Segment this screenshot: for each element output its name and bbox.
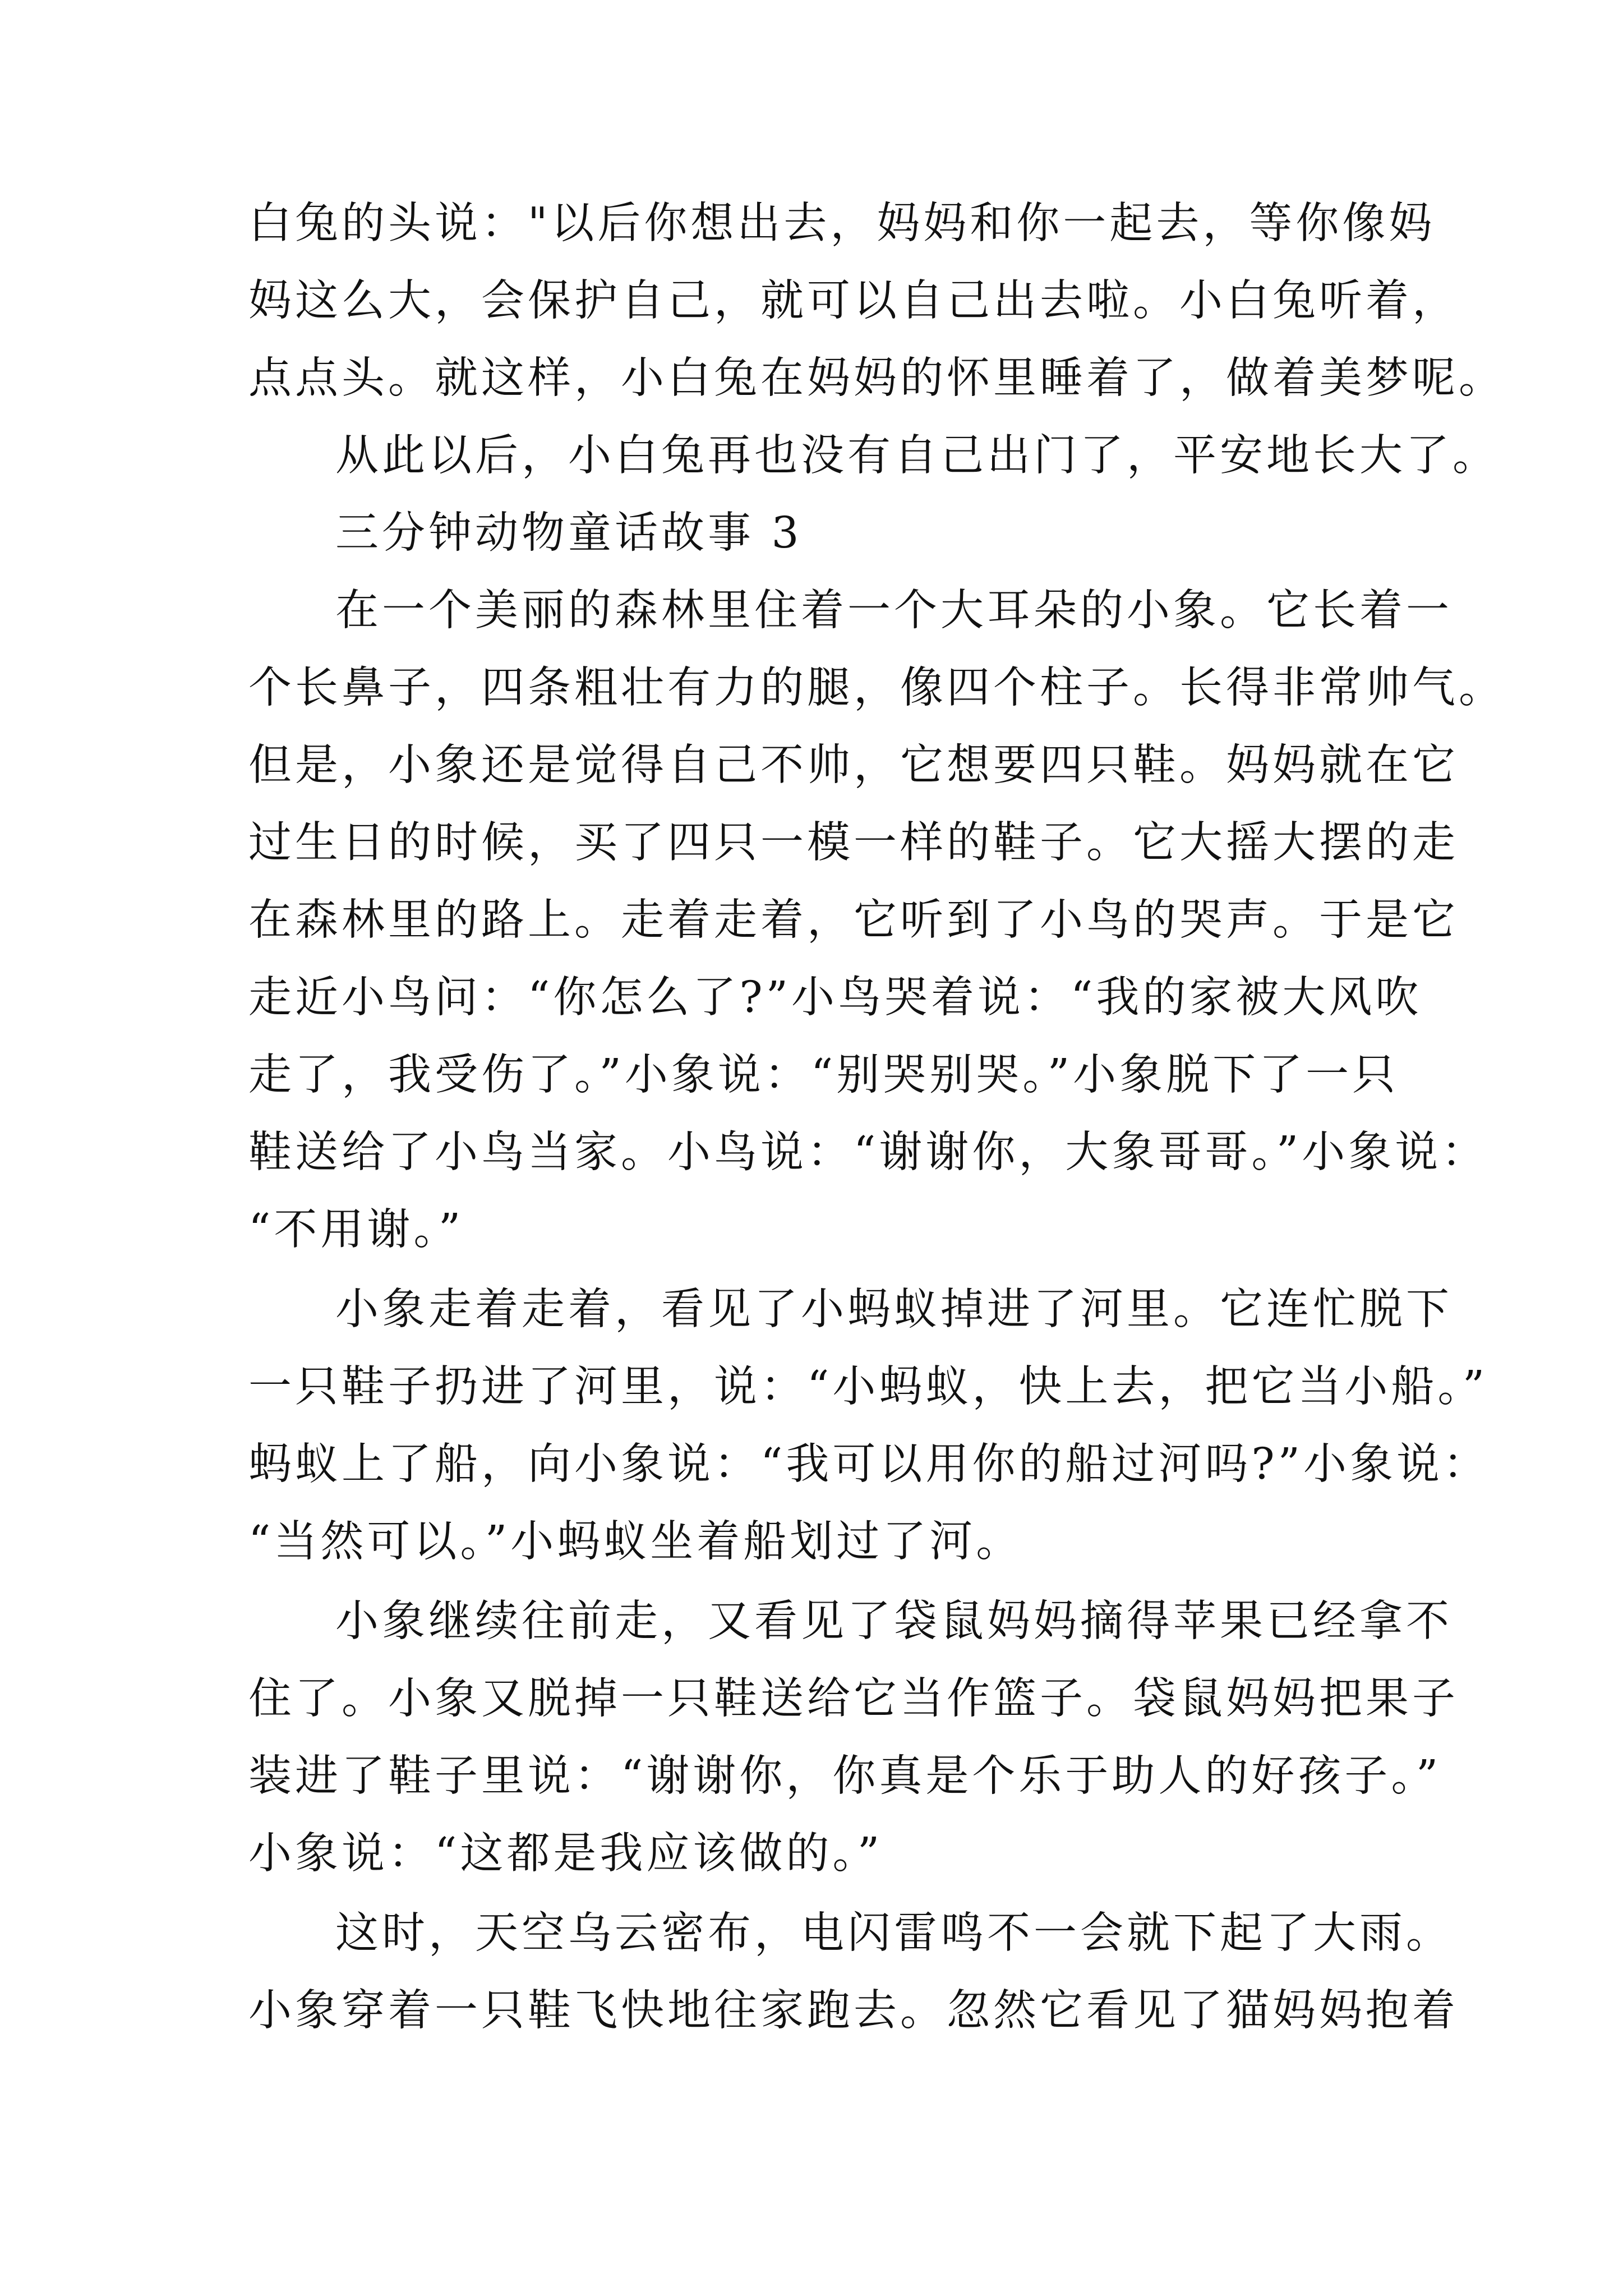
text-line: 住了。小象又脱掉一只鞋送给它当作篮子。袋鼠妈妈把果子: [248, 1674, 1459, 1724]
text-line: 鞋送给了小鸟当家。小鸟说：“谢谢你，大象哥哥。”小象说：: [248, 1128, 1488, 1177]
text-line: 在森林里的路上。走着走着，它听到了小鸟的哭声。于是它: [248, 895, 1459, 945]
text-line: “不用谢。”: [248, 1205, 464, 1255]
text-line: 走了，我受伤了。”小象说：“别哭别哭。”小象脱下了一只: [248, 1050, 1399, 1100]
text-line: 这时，天空乌云密布，电闪雷鸣不一会就下起了大雨。: [335, 1908, 1453, 1958]
text-line: 在一个美丽的森林里住着一个大耳朵的小象。它长着一: [335, 586, 1453, 636]
section-heading: 三分钟动物童话故事 3: [335, 508, 803, 558]
text-line: 小象穿着一只鞋飞快地往家跑去。忽然它看见了猫妈妈抱着: [248, 1986, 1459, 2036]
text-line: 蚂蚁上了船，向小象说：“我可以用你的船过河吗?”小象说：: [248, 1439, 1490, 1489]
story-text: [248, 185, 1505, 2050]
text-line: 装进了鞋子里说：“谢谢你，你真是个乐于助人的好孩子。”: [248, 1751, 1442, 1801]
text-line: 个长鼻子，四条粗壮有力的腿，像四个柱子。长得非常帅气。: [248, 663, 1505, 713]
text-line: 妈这么大，会保护自己，就可以自己出去啦。小白兔听着，: [248, 276, 1459, 326]
text-line: 但是，小象还是觉得自己不帅，它想要四只鞋。妈妈就在它: [248, 740, 1459, 790]
text-line: 走近小鸟问：“你怎么了?”小鸟哭着说：“我的家被大风吹: [248, 973, 1422, 1023]
text-line: 一只鞋子扔进了河里，说：“小蚂蚁，快上去，把它当小船。”: [248, 1362, 1488, 1412]
text-line: “当然可以。”小蚂蚁坐着船划过了河。: [248, 1517, 1023, 1567]
text-line: 过生日的时候，买了四只一模一样的鞋子。它大摇大摆的走: [248, 818, 1459, 868]
text-line: 小象走着走着，看见了小蚂蚁掉进了河里。它连忙脱下: [335, 1285, 1453, 1335]
text-line: 从此以后，小白兔再也没有自己出门了，平安地长大了。: [335, 431, 1499, 481]
text-line: 点点头。就这样，小白兔在妈妈的怀里睡着了，做着美梦呢。: [248, 353, 1505, 403]
text-line: 白兔的头说："以后你想出去，妈妈和你一起去，等你像妈: [248, 199, 1436, 249]
text-line: 小象说：“这都是我应该做的。”: [248, 1829, 883, 1879]
text-line: 小象继续往前走，又看见了袋鼠妈妈摘得苹果已经拿不: [335, 1596, 1453, 1646]
